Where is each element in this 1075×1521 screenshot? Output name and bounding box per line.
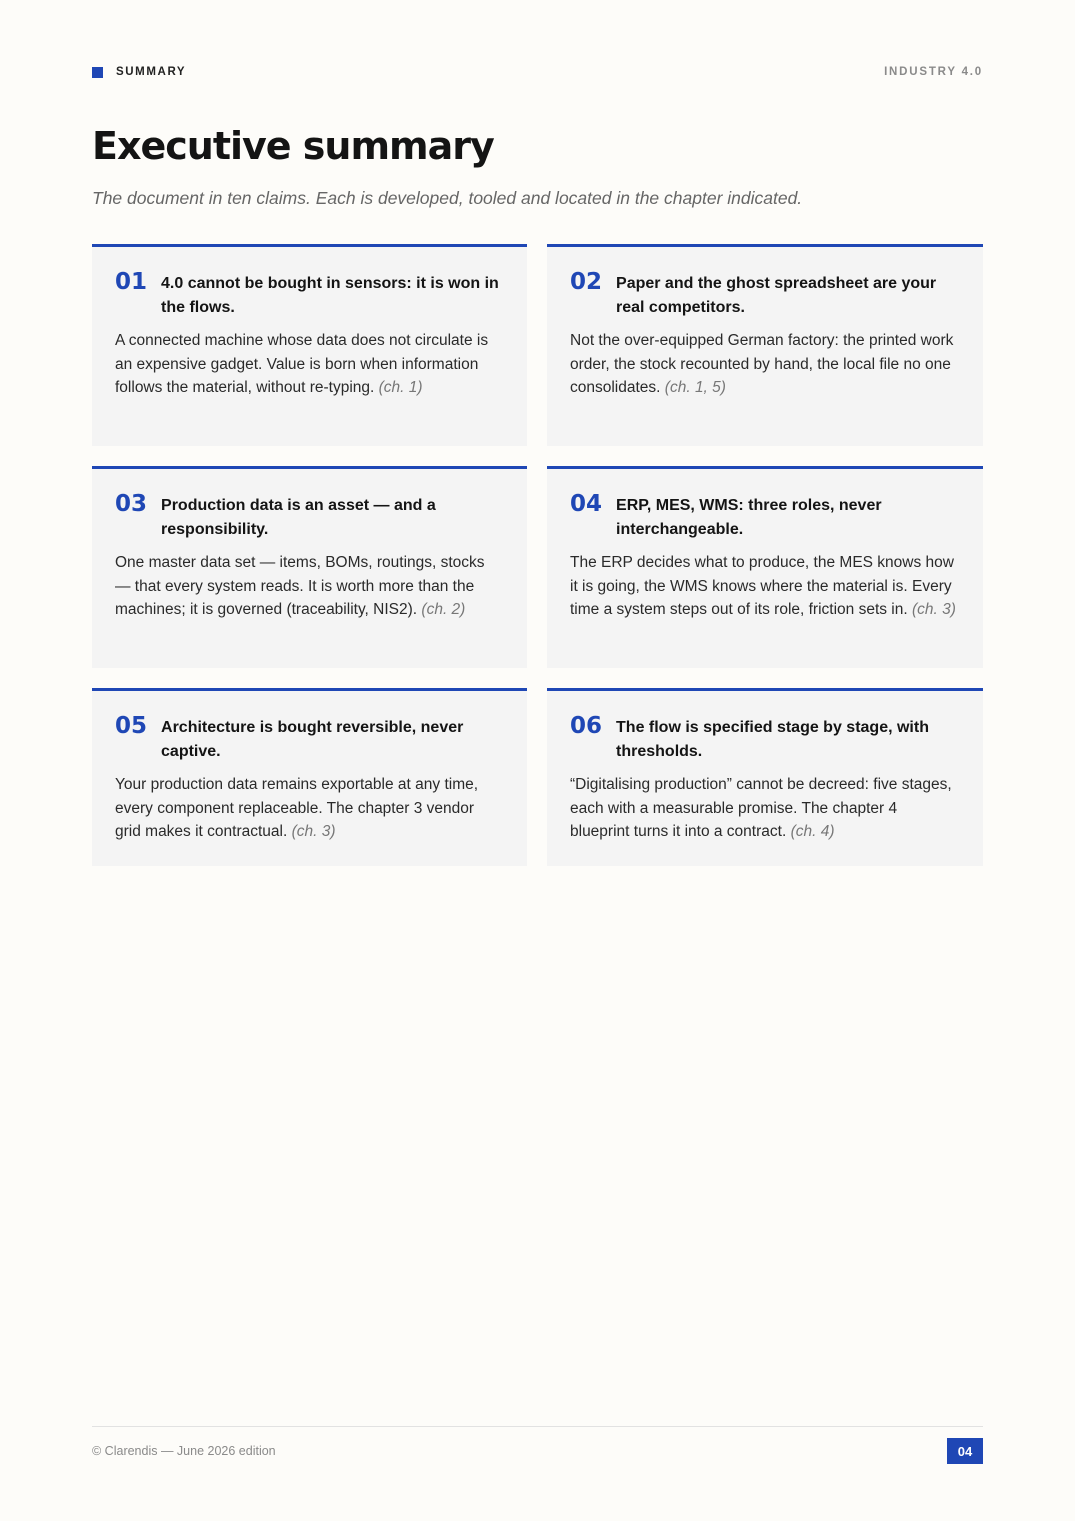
claim-body <box>115 551 504 622</box>
claim-text: “Digitalising production” cannot be decreed: five stages, each with a measurable promise. The chapter 4 blueprint turns it into a contract. <box>570 776 952 840</box>
chapter-reference: (ch. 2) <box>421 601 466 618</box>
claim-body <box>570 329 960 400</box>
claim-title: Production data is an asset — and a responsibility. <box>161 497 436 538</box>
copyright-text: © Clarendis — June 2026 edition <box>92 1444 276 1458</box>
page-number: 04 <box>947 1438 983 1464</box>
chapter-reference: (ch. 1) <box>378 379 423 396</box>
claim-card-01 <box>92 244 527 446</box>
claim-number: 03 <box>115 491 148 517</box>
claim-body <box>570 773 960 844</box>
claim-body <box>115 329 504 400</box>
section-square-icon <box>92 67 103 78</box>
claim-number: 05 <box>115 713 148 739</box>
claim-number: 01 <box>115 269 148 295</box>
footer-divider <box>92 1426 983 1427</box>
claim-number: 02 <box>570 269 603 295</box>
claim-text: A connected machine whose data does not circulate is an expensive gadget. Value is born when information follows the material, without re-typing. <box>115 332 489 396</box>
page-title: Executive summary <box>92 124 494 168</box>
claim-title: Architecture is bought reversible, never captive. <box>161 719 464 760</box>
claim-text: The ERP decides what to produce, the MES knows how it is going, the WMS knows where the material is. Every time a system steps out of its role, friction sets in. <box>570 554 954 618</box>
claim-text: Not the over-equipped German factory: the printed work order, the stock recounted by hand, the local file no one consolidates. <box>570 332 954 396</box>
claim-number: 06 <box>570 713 603 739</box>
claim-title: Paper and the ghost spreadsheet are your real competitors. <box>616 275 937 316</box>
claim-title: ERP, MES, WMS: three roles, never interchangeable. <box>616 497 882 538</box>
claim-card-06 <box>547 688 983 866</box>
claim-text: One master data set — items, BOMs, routings, stocks — that every system reads. It is worth more than the machines; it is governed (traceability, NIS2). <box>115 554 485 618</box>
document-label: INDUSTRY 4.0 <box>884 66 983 78</box>
claim-text: Your production data remains exportable at any time, every component replaceable. The chapter 3 vendor grid makes it contractual. <box>115 776 479 840</box>
chapter-reference: (ch. 4) <box>790 823 835 840</box>
claim-number: 04 <box>570 491 603 517</box>
section-label: SUMMARY <box>116 66 187 78</box>
section-tag <box>92 66 186 78</box>
claim-card-04 <box>547 466 983 668</box>
chapter-reference: (ch. 3) <box>912 601 956 618</box>
claim-card-02 <box>547 244 983 446</box>
page-header <box>92 66 983 78</box>
claim-card-05 <box>92 688 527 866</box>
claim-title: The flow is specified stage by stage, with thresholds. <box>616 719 929 760</box>
chapter-reference: (ch. 1, 5) <box>664 379 726 396</box>
claim-body <box>115 773 504 844</box>
chapter-reference: (ch. 3) <box>291 823 336 840</box>
claim-title: 4.0 cannot be bought in sensors: it is won in the flows. <box>161 275 499 316</box>
page-footer <box>92 1438 983 1464</box>
page-subtitle: The document in ten claims. Each is developed, tooled and located in the chapter indicated. <box>92 188 803 208</box>
claim-body <box>570 551 960 622</box>
claim-card-03 <box>92 466 527 668</box>
claims-grid <box>92 244 983 866</box>
